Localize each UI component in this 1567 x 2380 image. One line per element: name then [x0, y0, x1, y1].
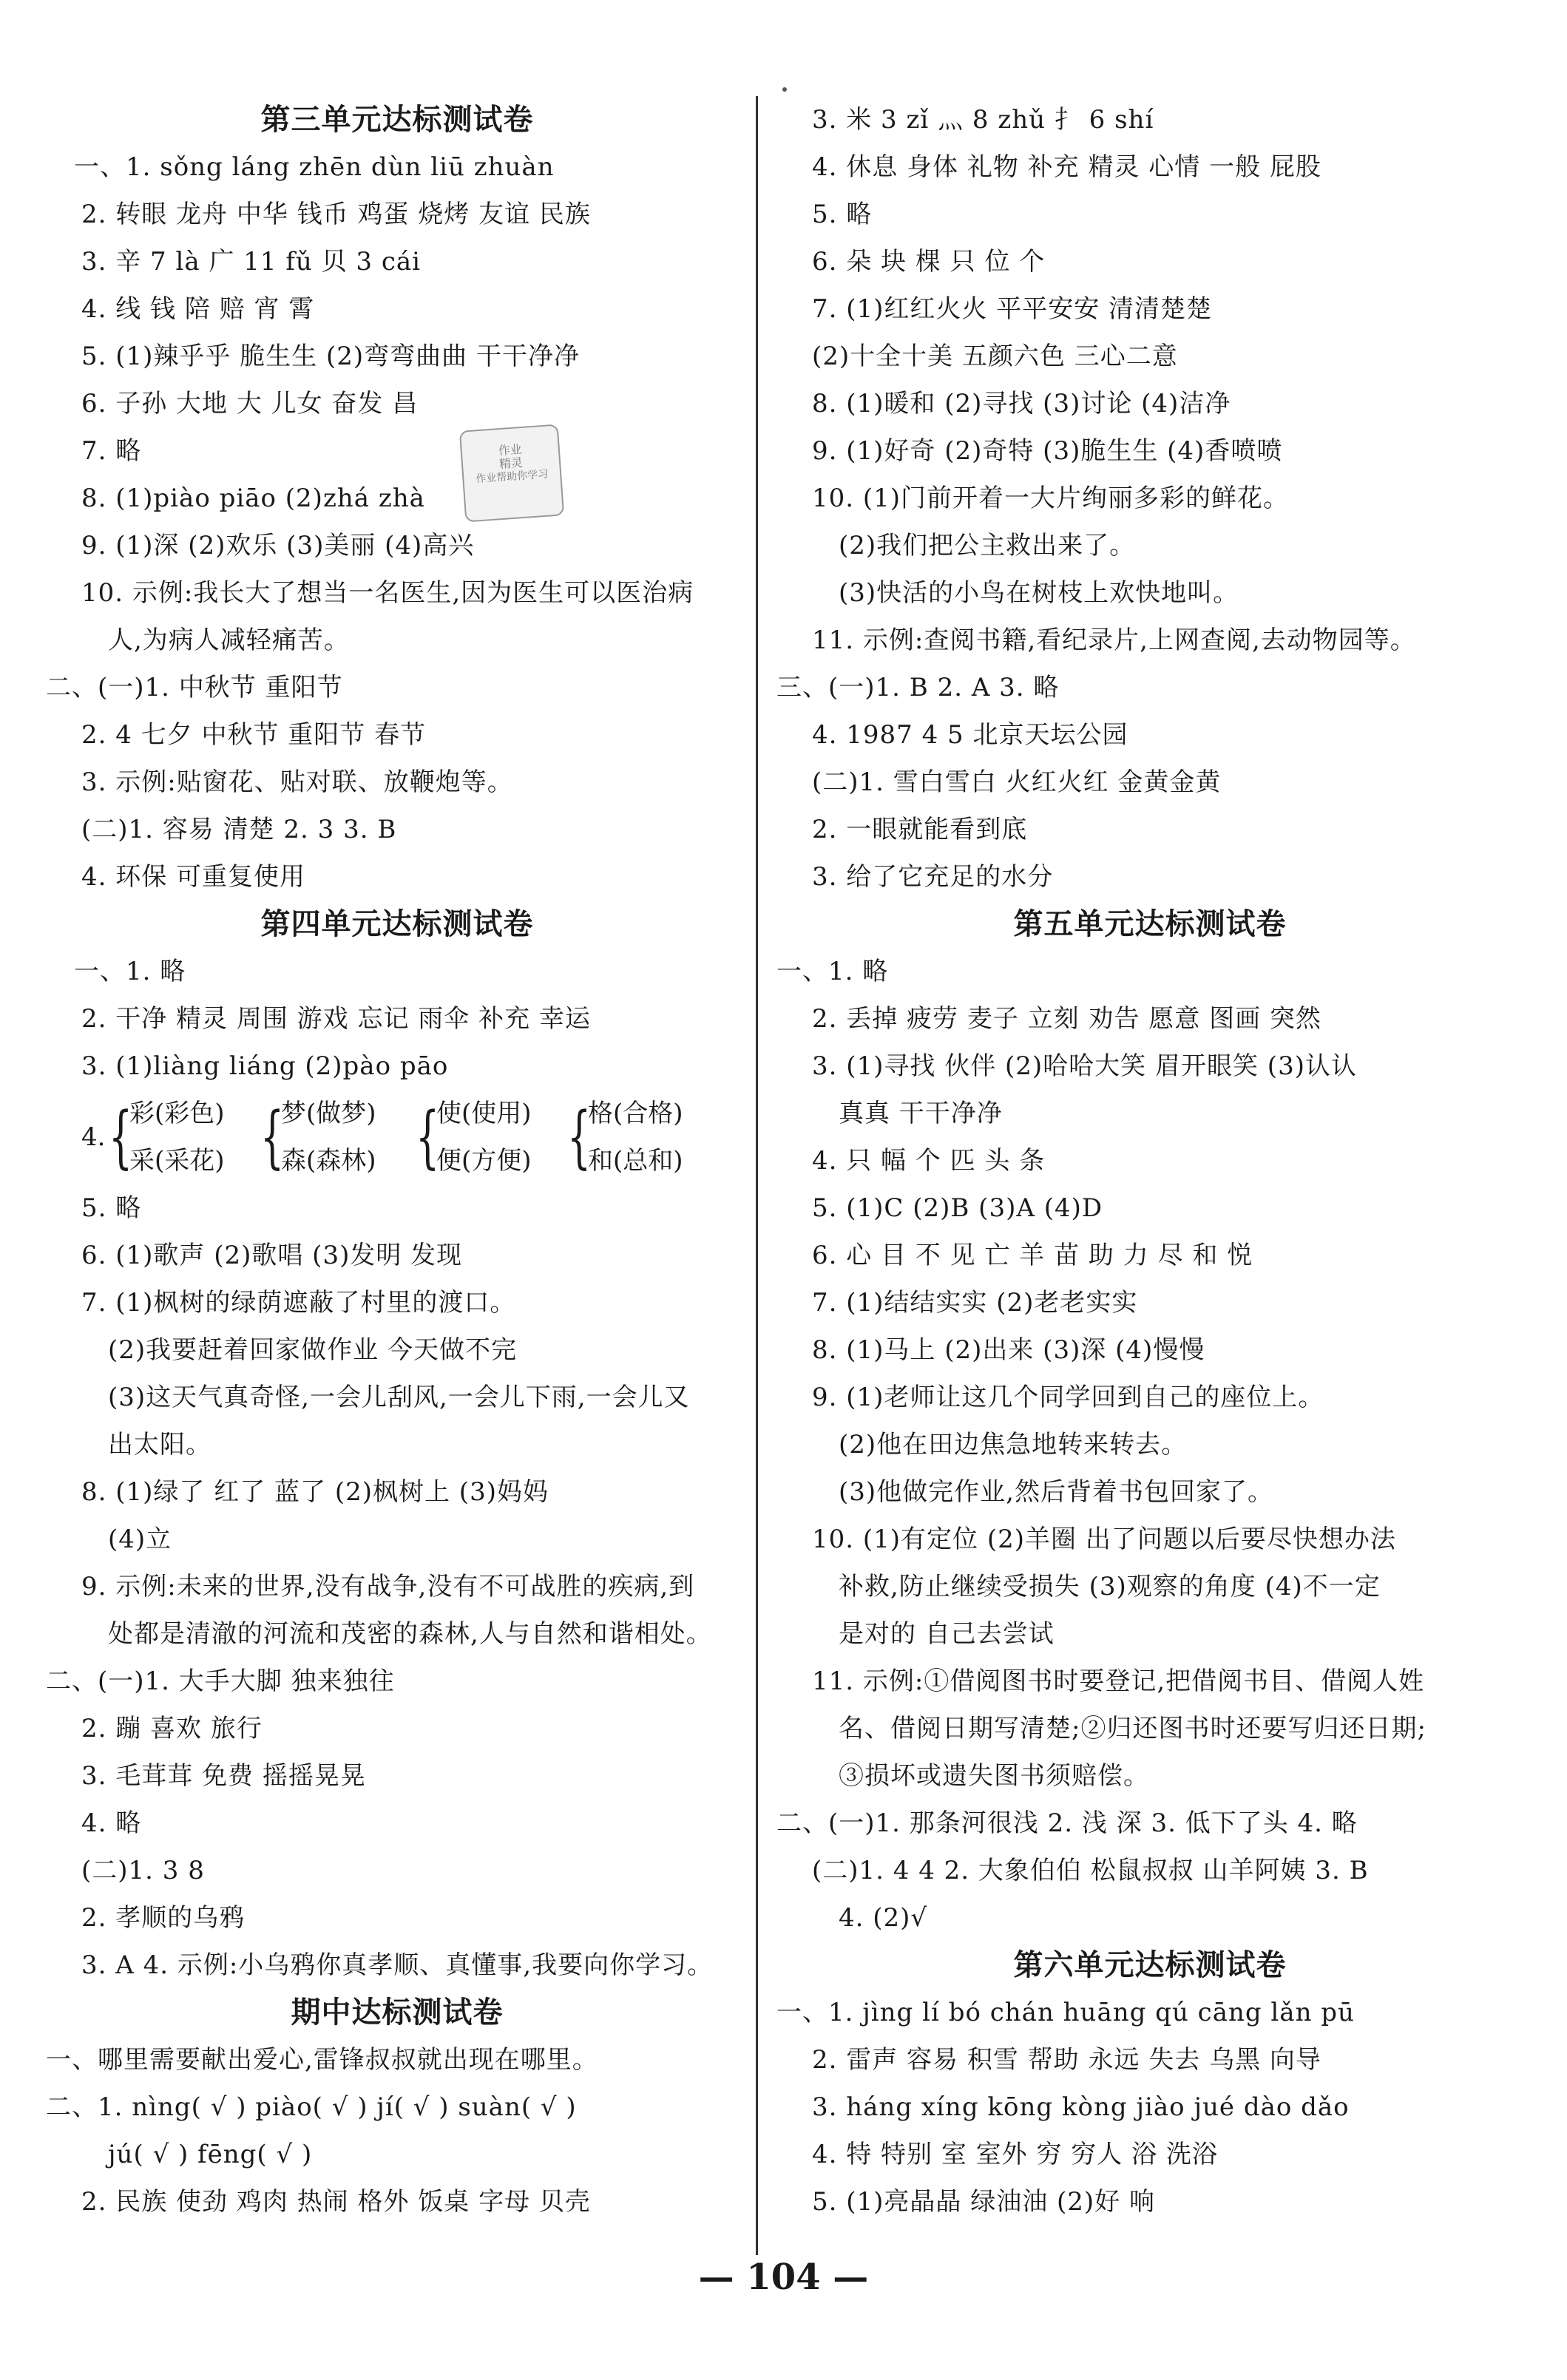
- answer-line: 3. (1)寻找 伙伴 (2)哈哈大笑 眉开眼笑 (3)认认: [812, 1051, 1357, 1081]
- answer-line: 10. (1)门前开着一大片绚丽多彩的鲜花。: [812, 484, 1290, 513]
- unit5-title: 第五单元达标测试卷: [1013, 907, 1287, 941]
- answer-line: (3)快活的小鸟在树枝上欢快地叫。: [839, 578, 1239, 608]
- answer-line: (二)1. 雪白雪白 火红火红 金黄金黄: [812, 767, 1222, 797]
- answer-line: 10. (1)有定位 (2)羊圈 出了问题以后要尽快想办法: [812, 1525, 1396, 1554]
- answer-line: 5. 略: [81, 1193, 142, 1223]
- answer-line: 5. (1)辣乎乎 脆生生 (2)弯弯曲曲 干干净净: [81, 342, 580, 371]
- answer-line: 3. 示例:贴窗花、贴对联、放鞭炮等。: [81, 767, 513, 797]
- answer-line: 4. 线 钱 陪 赔 宵 霄: [81, 294, 315, 324]
- stamp-line: 作业: [498, 441, 523, 458]
- answer-line: 2. 孝顺的乌鸦: [81, 1903, 246, 1933]
- answer-line: 一、1. 略: [74, 957, 186, 986]
- answer-line: 一、哪里需要献出爱心,雷锋叔叔就出现在哪里。: [46, 2045, 598, 2075]
- dash-right: —: [820, 2257, 869, 2298]
- answer-line: 真真 干干净净: [839, 1099, 1003, 1128]
- brace-word: 梦(做梦): [281, 1099, 376, 1128]
- answer-line: 2. 丢掉 疲劳 麦子 立刻 劝告 愿意 图画 突然: [812, 1004, 1321, 1034]
- answer-line: 11. 示例:①借阅图书时要登记,把借阅书目、借阅人姓: [812, 1667, 1425, 1696]
- answer-line: 3. 毛茸茸 免费 摇摇晃晃: [81, 1761, 366, 1791]
- answer-line: 7. (1)红红火火 平平安安 清清楚楚: [812, 294, 1213, 324]
- answer-line: 6. 子孙 大地 大 儿女 奋发 昌: [81, 389, 419, 418]
- answer-line: (2)十全十美 五颜六色 三心二意: [812, 342, 1178, 371]
- left-column: [46, 96, 748, 2225]
- brace-icon: {: [109, 1097, 133, 1176]
- answer-line: 名、借阅日期写清楚;②归还图书时还要写归还日期;: [839, 1714, 1426, 1743]
- answer-line: 9. (1)深 (2)欢乐 (3)美丽 (4)高兴: [81, 531, 475, 560]
- answer-line: 二、1. nìng( √ ) piào( √ ) jí( √ ) suàn( √ ): [46, 2092, 577, 2122]
- answer-line: 9. (1)老师让这几个同学回到自己的座位上。: [812, 1383, 1324, 1412]
- answer-line: 10. 示例:我长大了想当一名医生,因为医生可以医治病: [81, 578, 694, 608]
- answer-line: 7. (1)结结实实 (2)老老实实: [812, 1288, 1138, 1318]
- answer-line: 4. 略: [81, 1808, 142, 1838]
- answer-line: 8. (1)马上 (2)出来 (3)深 (4)慢慢: [812, 1335, 1205, 1365]
- answer-line: 一、1. sǒng láng zhēn dùn liū zhuàn: [74, 152, 555, 182]
- answer-line: 5. (1)C (2)B (3)A (4)D: [812, 1193, 1103, 1223]
- unit6-title: 第六单元达标测试卷: [1013, 1948, 1287, 1982]
- answer-line: (2)我们把公主救出来了。: [839, 531, 1136, 560]
- answer-line: 4. 只 幅 个 匹 头 条: [812, 1146, 1046, 1176]
- answer-line: (二)1. 容易 清楚 2. 3 3. B: [81, 815, 397, 844]
- answer-line: 6. (1)歌声 (2)歌唱 (3)发明 发现: [81, 1241, 463, 1270]
- brace-word: 彩(彩色): [129, 1099, 225, 1128]
- answer-line: 8. (1)绿了 红了 蓝了 (2)枫树上 (3)妈妈: [81, 1477, 549, 1507]
- answer-line: (二)1. 4 4 2. 大象伯伯 松鼠叔叔 山羊阿姨 3. B: [812, 1856, 1369, 1885]
- answer-line: 2. 干净 精灵 周围 游戏 忘记 雨伞 补充 幸运: [81, 1004, 591, 1034]
- speck: [782, 87, 787, 92]
- answer-line: 2. 民族 使劲 鸡肉 热闹 格外 饭桌 字母 贝壳: [81, 2187, 591, 2217]
- answer-line: (3)他做完作业,然后背着书包回家了。: [839, 1477, 1273, 1507]
- answer-line: 人,为病人减轻痛苦。: [108, 625, 350, 655]
- page-number: 104: [746, 2257, 821, 2298]
- dash-left: —: [698, 2257, 747, 2298]
- answer-line: 二、(一)1. 中秋节 重阳节: [46, 673, 343, 702]
- answer-line: (3)这天气真奇怪,一会儿刮风,一会儿下雨,一会儿又: [108, 1383, 690, 1412]
- watermark-stamp: [459, 424, 564, 522]
- answer-line: 8. (1)piào piāo (2)zhá zhà: [81, 484, 425, 513]
- q4-brace-answers: [46, 1090, 748, 1184]
- brace-icon: {: [416, 1097, 440, 1176]
- answer-line: (2)他在田边焦急地转来转去。: [839, 1430, 1188, 1459]
- answer-line: ③损坏或遗失图书须赔偿。: [839, 1761, 1149, 1791]
- answer-line: 4. (2)√: [839, 1903, 928, 1933]
- brace-icon: {: [260, 1097, 285, 1176]
- unit4-title: 第四单元达标测试卷: [260, 907, 534, 941]
- answer-line: 4. 特 特别 室 室外 穷 穷人 浴 洗浴: [812, 2140, 1218, 2169]
- answer-line: 4. 环保 可重复使用: [81, 862, 306, 892]
- answer-line: 5. (1)亮晶晶 绿油油 (2)好 响: [812, 2187, 1155, 2217]
- right-column: [776, 96, 1523, 2225]
- stamp-line: 作业帮助你学习: [475, 468, 549, 486]
- answer-line: 2. 转眼 龙舟 中华 钱币 鸡蛋 烧烤 友谊 民族: [81, 200, 591, 229]
- answer-line: 补救,防止继续受损失 (3)观察的角度 (4)不一定: [839, 1572, 1381, 1601]
- answer-line: 出太阳。: [108, 1430, 211, 1459]
- answer-line: 二、(一)1. 那条河很浅 2. 浅 深 3. 低下了头 4. 略: [776, 1808, 1358, 1838]
- brace-word: 采(采花): [129, 1146, 225, 1176]
- brace-word: 和(总和): [588, 1146, 683, 1176]
- answer-line: 2. 一眼就能看到底: [812, 815, 1028, 844]
- answer-line: 二、(一)1. 大手大脚 独来独往: [46, 1667, 395, 1696]
- answer-line: 2. 雷声 容易 积雪 帮助 永远 失去 乌黑 向导: [812, 2045, 1321, 2075]
- answer-line: jú( √ ) fēng( √ ): [108, 2140, 313, 2169]
- column-divider: [756, 96, 758, 2255]
- answer-line: 7. (1)枫树的绿荫遮蔽了村里的渡口。: [81, 1288, 516, 1318]
- answer-line: 2. 蹦 喜欢 旅行: [81, 1714, 263, 1743]
- answer-line: 3. 给了它充足的水分: [812, 862, 1054, 892]
- answer-line: 6. 心 目 不 见 亡 羊 苗 助 力 尽 和 悦: [812, 1241, 1253, 1270]
- answer-line: 8. (1)暖和 (2)寻找 (3)讨论 (4)洁净: [812, 389, 1231, 418]
- answer-line: 9. (1)好奇 (2)奇特 (3)脆生生 (4)香喷喷: [812, 436, 1283, 466]
- answer-line: (二)1. 3 8: [81, 1856, 205, 1885]
- answer-line: (2)我要赶着回家做作业 今天做不完: [108, 1335, 517, 1365]
- answer-line: 3. háng xíng kōng kòng jiào jué dào dǎo: [812, 2092, 1350, 2122]
- answer-line: 3. 辛 7 là 广 11 fǔ 贝 3 cái: [81, 247, 422, 277]
- answer-line: 7. 略: [81, 436, 142, 466]
- brace-word: 使(使用): [436, 1099, 532, 1128]
- answer-line: 是对的 自己去尝试: [839, 1619, 1055, 1649]
- page-number-footer: [0, 2248, 1567, 2307]
- answer-line: 9. 示例:未来的世界,没有战争,没有不可战胜的疾病,到: [81, 1572, 695, 1601]
- answer-line: 4. 休息 身体 礼物 补充 精灵 心情 一般 屁股: [812, 152, 1321, 182]
- midterm-title: 期中达标测试卷: [291, 1996, 504, 2030]
- brace-word: 便(方便): [436, 1146, 532, 1176]
- unit3-title: 第三单元达标测试卷: [260, 103, 534, 137]
- brace-word: 森(森林): [281, 1146, 376, 1176]
- answer-line: 11. 示例:查阅书籍,看纪录片,上网查阅,去动物园等。: [812, 625, 1416, 655]
- answer-line: 一、1. jìng lí bó chán huāng qú cāng lǎn pū: [776, 1998, 1355, 2027]
- answer-line: 2. 4 七夕 中秋节 重阳节 春节: [81, 720, 427, 750]
- answer-line: 一、1. 略: [776, 957, 889, 986]
- answer-line: 4. 1987 4 5 北京天坛公园: [812, 720, 1128, 750]
- answer-line: 处都是清澈的河流和茂密的森林,人与自然和谐相处。: [108, 1619, 712, 1649]
- brace-icon: {: [567, 1097, 592, 1176]
- stamp-line: 精灵: [498, 455, 524, 472]
- answer-line: 6. 朵 块 棵 只 位 个: [812, 247, 1046, 277]
- answer-line: (4)立: [108, 1525, 172, 1554]
- q4-number: 4.: [81, 1122, 106, 1152]
- brace-word: 格(合格): [588, 1099, 683, 1128]
- answer-line: 三、(一)1. B 2. A 3. 略: [776, 673, 1060, 702]
- answer-line: 3. (1)liàng liáng (2)pào pāo: [81, 1051, 449, 1081]
- answer-line: 3. A 4. 示例:小乌鸦你真孝顺、真懂事,我要向你学习。: [81, 1950, 714, 1980]
- answer-line: 3. 米 3 zǐ 灬 8 zhǔ 扌 6 shí: [812, 105, 1154, 135]
- answer-line: 5. 略: [812, 200, 873, 229]
